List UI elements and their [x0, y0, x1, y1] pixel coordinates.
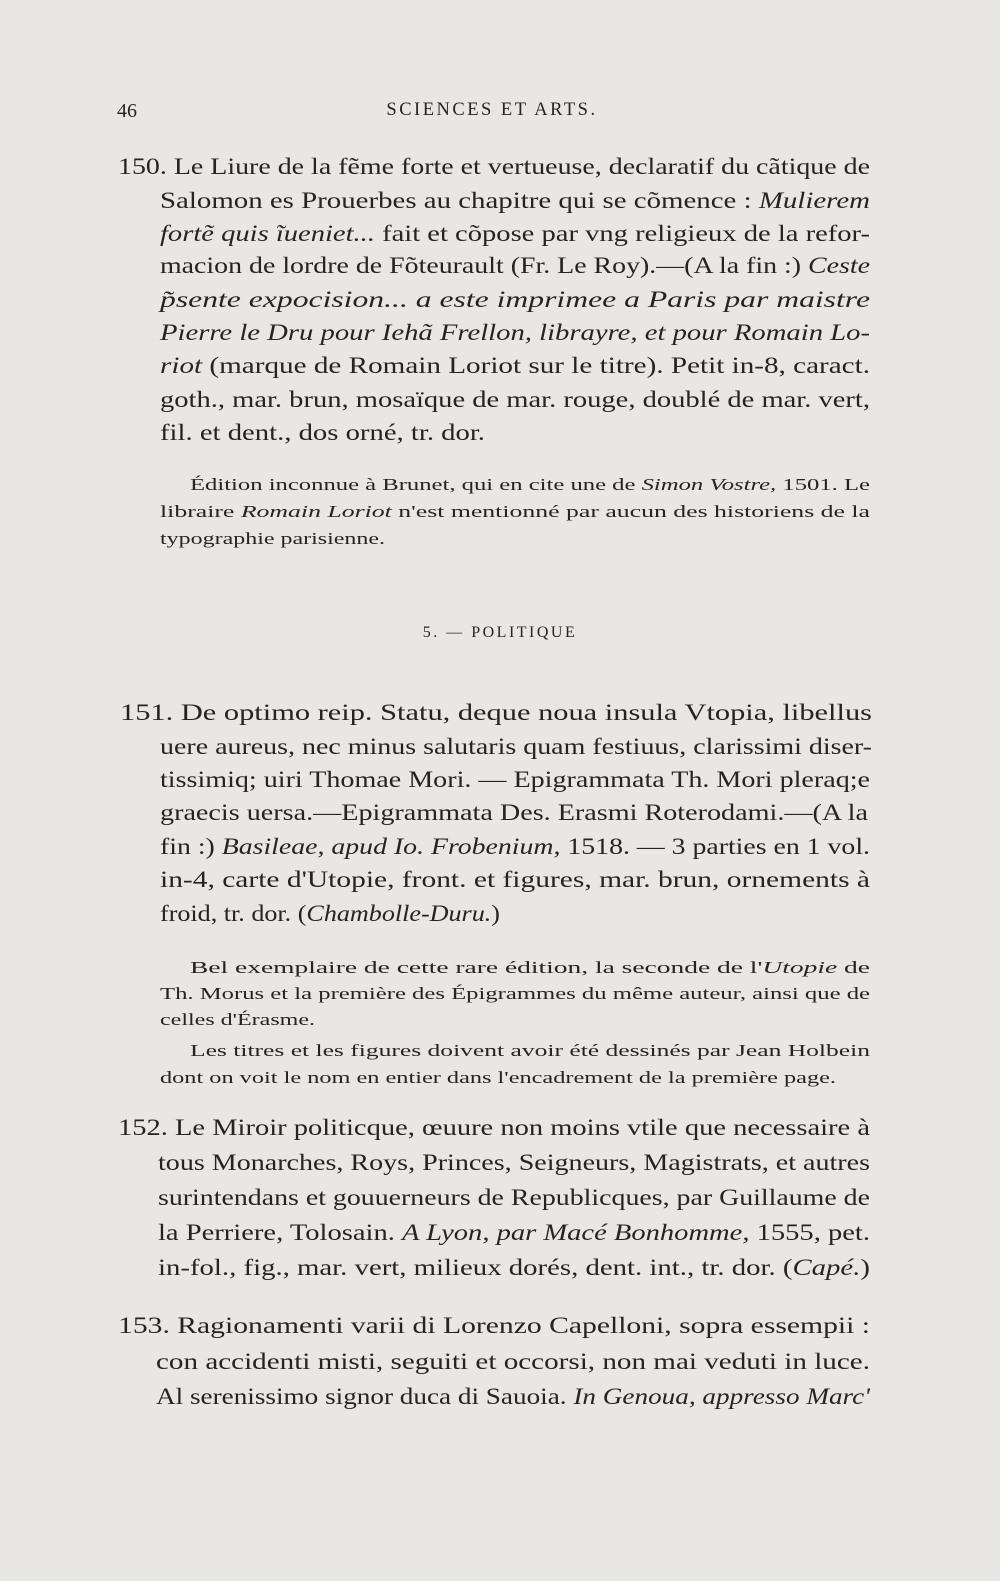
text-run: de: [837, 958, 870, 977]
text-run: 1518. — 3 parties en 1 vol.: [560, 834, 870, 859]
text-line-content: [118, 1313, 870, 1339]
text-run: Édition inconnue à Brunet, qui en cite une de: [190, 475, 642, 494]
italic-run: A Lyon, par Macé Bonhomme,: [402, 1220, 750, 1245]
text-line-content: [160, 834, 870, 860]
text-run: 152. Le Miroir politicque, œuure non moins vtile que necessaire à: [118, 1115, 870, 1140]
text-line: [0, 188, 1000, 222]
text-line-content: [160, 1068, 836, 1088]
text-line: [0, 867, 1000, 901]
page-number: 46: [117, 100, 137, 122]
text-run: in-4, carte d'Utopie, front. et figures, mar. brun, ornements à: [160, 867, 870, 892]
text-run: dont on voit le nom en entier dans l'encadrement de la première page.: [160, 1068, 836, 1087]
italic-run: fortẽ quis ĩueniet...: [160, 221, 375, 246]
text-line-content: [160, 984, 870, 1004]
text-line: [0, 154, 1000, 188]
text-run: 150. Le Liure de la fẽme forte et vertueuse, declaratif du cãtique de: [118, 154, 870, 179]
italic-run: riot: [160, 353, 203, 378]
text-line: [0, 287, 1000, 321]
text-line-content: [160, 1010, 315, 1030]
text-run: 1501. Le: [776, 475, 870, 494]
text-run: Bel exemplaire de cette rare édition, la seconde de l': [190, 958, 763, 977]
text-line-content: [160, 901, 500, 927]
text-line-content: [158, 1185, 870, 1211]
text-run: fin :): [160, 834, 222, 859]
text-line-content: [190, 475, 870, 495]
text-line: [0, 834, 1000, 868]
text-run: con accidenti misti, seguiti et occorsi, non mai veduti in luce.: [156, 1349, 870, 1374]
text-run: Th. Morus et la première des Épigrammes du même auteur, ainsi que de: [160, 984, 870, 1003]
text-line-content: [160, 867, 870, 893]
text-run: 1555, pet.: [749, 1220, 870, 1245]
italic-run: Mulierem: [758, 188, 870, 213]
text-run: surintendans et gouuerneurs de Republicques, par Guillaume de: [158, 1185, 870, 1210]
italic-run: Simon Vostre,: [641, 475, 777, 494]
text-run: Al serenissimo signor duca di Sauoia.: [156, 1384, 574, 1409]
text-line-content: [158, 1150, 870, 1176]
text-run: n'est mentionné par aucun des historiens de la: [391, 502, 870, 521]
text-line-content: [118, 154, 870, 180]
text-line: [0, 1313, 1000, 1347]
text-line-content: [160, 353, 870, 379]
text-line-content: [120, 700, 872, 726]
text-run: in-fol., fig., mar. vert, milieux dorés, dent. int., tr. dor. (: [158, 1255, 793, 1280]
text-line-content: [156, 1384, 870, 1410]
text-line-content: [160, 287, 870, 313]
text-run: tous Monarches, Roys, Princes, Seigneurs, Magistrats, et autres: [158, 1150, 870, 1175]
section-heading: 5. — POLITIQUE: [422, 624, 578, 641]
text-line: [0, 1384, 1000, 1418]
text-line: [0, 1349, 1000, 1383]
text-line-content: [190, 1041, 870, 1061]
text-line: [0, 1115, 1000, 1149]
text-line-content: [160, 387, 870, 413]
text-line: [0, 1068, 1000, 1102]
text-line-content: [158, 1220, 870, 1246]
text-run: fait et cõpose par vng religieux de la refor-: [374, 221, 870, 246]
text-line: [0, 387, 1000, 421]
text-line-content: [160, 529, 385, 549]
text-line-content: [156, 1349, 870, 1375]
text-run: celles d'Érasme.: [160, 1010, 315, 1029]
text-line-content: [190, 958, 870, 978]
text-run: fil. et dent., dos orné, tr. dor.: [160, 420, 485, 445]
text-line: [0, 1150, 1000, 1184]
italic-run: Chambolle-Duru.: [306, 901, 492, 926]
text-run: tissimiq; uiri Thomae Mori. — Epigrammata Th. Mori pleraq;e: [160, 767, 870, 792]
text-line: [0, 901, 1000, 935]
text-run: ): [491, 901, 500, 926]
text-line: [0, 320, 1000, 354]
text-line-content: [158, 1255, 870, 1281]
italic-run: Capé.: [792, 1255, 861, 1280]
text-line: [0, 700, 1000, 734]
text-line: [0, 420, 1000, 454]
text-line: [0, 734, 1000, 768]
text-line: [0, 253, 1000, 287]
text-run: la Perriere, Tolosain.: [158, 1220, 403, 1245]
text-run: typographie parisienne.: [160, 529, 385, 548]
italic-run: Romain Loriot: [240, 502, 392, 521]
text-run: Les titres et les figures doivent avoir été dessinés par Jean Holbein: [190, 1041, 870, 1060]
text-run: goth., mar. brun, mosaïque de mar. rouge, doublé de mar. vert,: [160, 387, 871, 412]
text-line-content: [118, 1115, 870, 1141]
text-line: [0, 1185, 1000, 1219]
text-run: graecis uersa.—Epigrammata Des. Erasmi Roterodami.—(A la: [160, 800, 868, 825]
text-line: [0, 1220, 1000, 1254]
text-line-content: [160, 188, 870, 214]
running-head: [117, 100, 867, 130]
text-run: (marque de Romain Loriot sur le titre). Petit in-8, caract.: [202, 353, 870, 378]
text-run: libraire: [160, 502, 241, 521]
running-title: SCIENCES ET ARTS.: [386, 100, 598, 120]
text-run: 153. Ragionamenti varii di Lorenzo Capelloni, sopra essempii :: [118, 1313, 870, 1338]
text-line: [0, 529, 1000, 563]
text-line: [0, 221, 1000, 255]
text-line-content: [160, 767, 870, 793]
text-line: [0, 1255, 1000, 1289]
italic-run: Ceste: [808, 253, 870, 278]
text-line: [0, 353, 1000, 387]
text-run: uere aureus, nec minus salutaris quam festiuus, clarissimi diser-: [160, 734, 872, 759]
text-line-content: [160, 320, 870, 346]
italic-run: Basileae, apud Io. Frobenium,: [221, 834, 561, 859]
text-line-content: [160, 734, 872, 760]
text-run: ): [860, 1255, 870, 1280]
text-run: 151. De optimo reip. Statu, deque noua insula Vtopia, libellus: [120, 700, 872, 725]
italic-run: Utopie: [762, 958, 838, 977]
italic-run: p̃sente expocision... a este imprimee a Paris par maistre: [160, 287, 870, 312]
text-line-content: [160, 420, 485, 446]
text-line-content: [160, 221, 870, 247]
text-line: [0, 767, 1000, 801]
italic-run: Pierre le Dru pour Iehã Frellon, librayre, et pour Romain Lo-: [160, 320, 870, 345]
text-line: [0, 800, 1000, 834]
text-run: Salomon es Prouerbes au chapitre qui se cõmence :: [160, 188, 759, 213]
text-line-content: [160, 502, 870, 522]
text-run: macion de lordre de Fõteurault (Fr. Le Roy).—(A la fin :): [160, 253, 809, 278]
text-line-content: [160, 800, 868, 826]
text-run: froid, tr. dor. (: [160, 901, 307, 926]
italic-run: In Genoua, appresso Marc': [573, 1384, 870, 1409]
text-line-content: [160, 253, 870, 279]
text-line: [0, 1010, 1000, 1044]
